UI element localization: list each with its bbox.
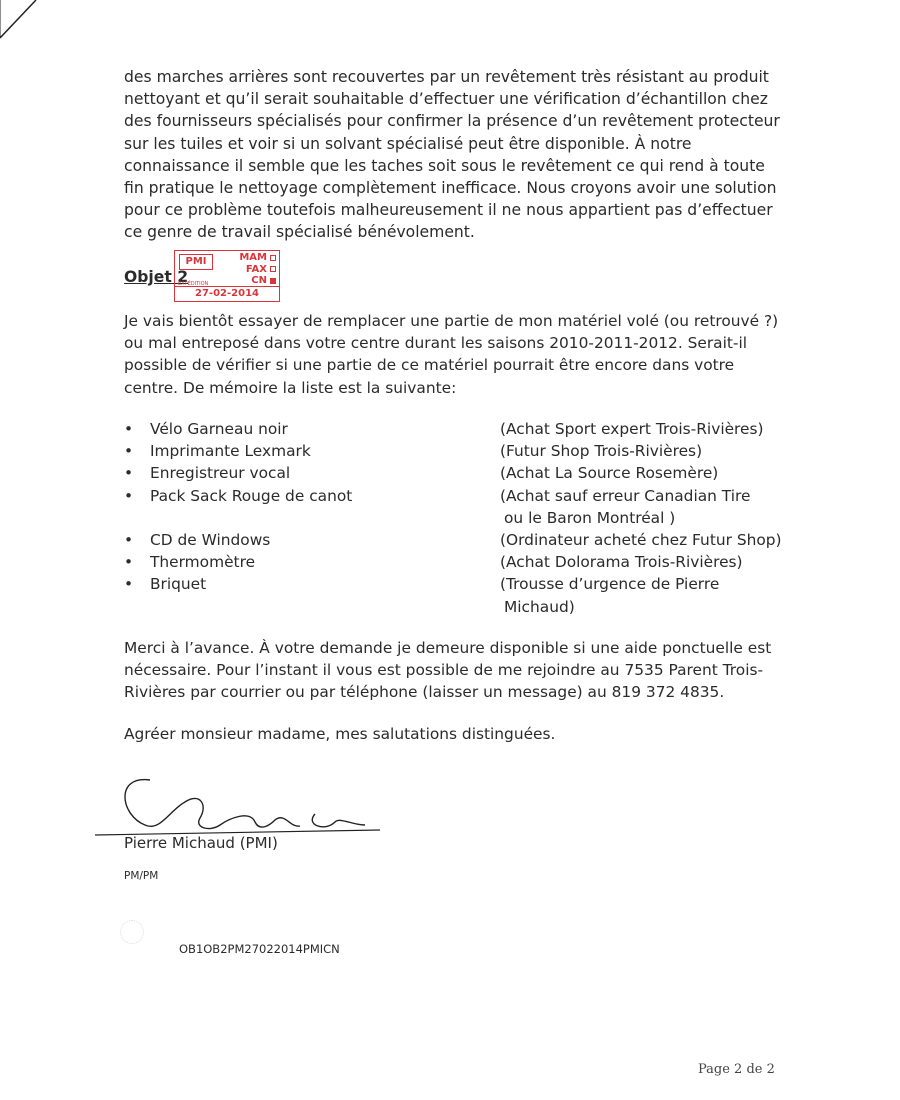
stamp-option-mam: MAM	[239, 252, 276, 264]
list-item: • Thermomètre (Achat Dolorama Trois-Rivières)	[124, 553, 743, 572]
paragraph-4: Agréer monsieur madame, mes salutations distinguées.	[124, 725, 556, 743]
list-item: • Pack Sack Rouge de canot (Achat sauf erreur Canadian Tire	[124, 486, 751, 505]
stamp-option-fax: FAX	[239, 264, 276, 276]
list-item-continued: ou le Baron Montréal )	[504, 508, 676, 527]
stamp-type: EXPÉDITION	[178, 281, 209, 287]
received-stamp	[174, 250, 280, 302]
list-item: • CD de Windows (Ordinateur acheté chez Futur Shop)	[124, 531, 782, 550]
list-item: • Briquet (Trousse d’urgence de Pierre	[124, 575, 720, 594]
stamp-date: 27-02-2014	[175, 286, 279, 301]
stamp-options	[239, 252, 276, 287]
faint-seal	[120, 920, 144, 944]
signer-name: Pierre Michaud (PMI)	[124, 834, 278, 852]
document-reference-code: OB1OB2PM27022014PMICN	[179, 942, 340, 956]
checkbox-checked-icon	[270, 278, 276, 284]
paragraph-3: Merci à l’avance. À votre demande je demeure disponible si une aide ponctuelle est nécessaire. Pour l’instant il vous est possible de me rejoindre au 7535 Parent Trois-Rivières par courrier ou par téléphone (laisser un message) au 819 372 4835.	[124, 639, 772, 702]
list-item: • Imprimante Lexmark (Futur Shop Trois-Rivières)	[124, 442, 703, 461]
objet-2-heading: Objet 2	[124, 268, 189, 286]
reference-initials: PM/PM	[124, 870, 159, 882]
checkbox-icon	[270, 255, 276, 261]
list-item: • Enregistreur vocal (Achat La Source Rosemère)	[124, 464, 719, 483]
stamp-option-cn: CN	[239, 275, 276, 287]
folded-corner-mark	[0, 0, 60, 50]
list-item: • Vélo Garneau noir (Achat Sport expert Trois-Rivières)	[124, 420, 764, 438]
checkbox-icon	[270, 266, 276, 272]
stamp-code: PMI	[179, 254, 213, 270]
list-item-continued: Michaud)	[504, 597, 575, 616]
page-number: Page 2 de 2	[698, 1062, 775, 1077]
paragraph-1: des marches arrières sont recouvertes par un revêtement très résistant au produit nettoyant et qu’il serait souhaitable d’effectuer une vérification d’échantillon chez des fournisseurs spécialisés pour confirmer la présence d’un revêtement protecteur sur les tuiles et voir si un solvant spécialisé peut être disponible. À notre connaissance il semble que les taches soit sous le revêtement ce qui rend à toute fin pratique le nettoyage complètement inefficace. Nous croyons avoir une solution pour ce problème toutefois malheureusement il ne nous appartient pas d’effectuer ce genre de travail spécialisé bénévolement.	[124, 68, 780, 242]
item-list	[124, 418, 804, 618]
paragraph-2: Je vais bientôt essayer de remplacer une partie de mon matériel volé (ou retrouvé ?) ou mal entreposé dans votre centre durant les saisons 2010-2011-2012. Serait-il possible de vérifier si une partie de ce matériel pourrait être encore dans votre centre. De mémoire la liste est la suivante:	[124, 312, 779, 397]
